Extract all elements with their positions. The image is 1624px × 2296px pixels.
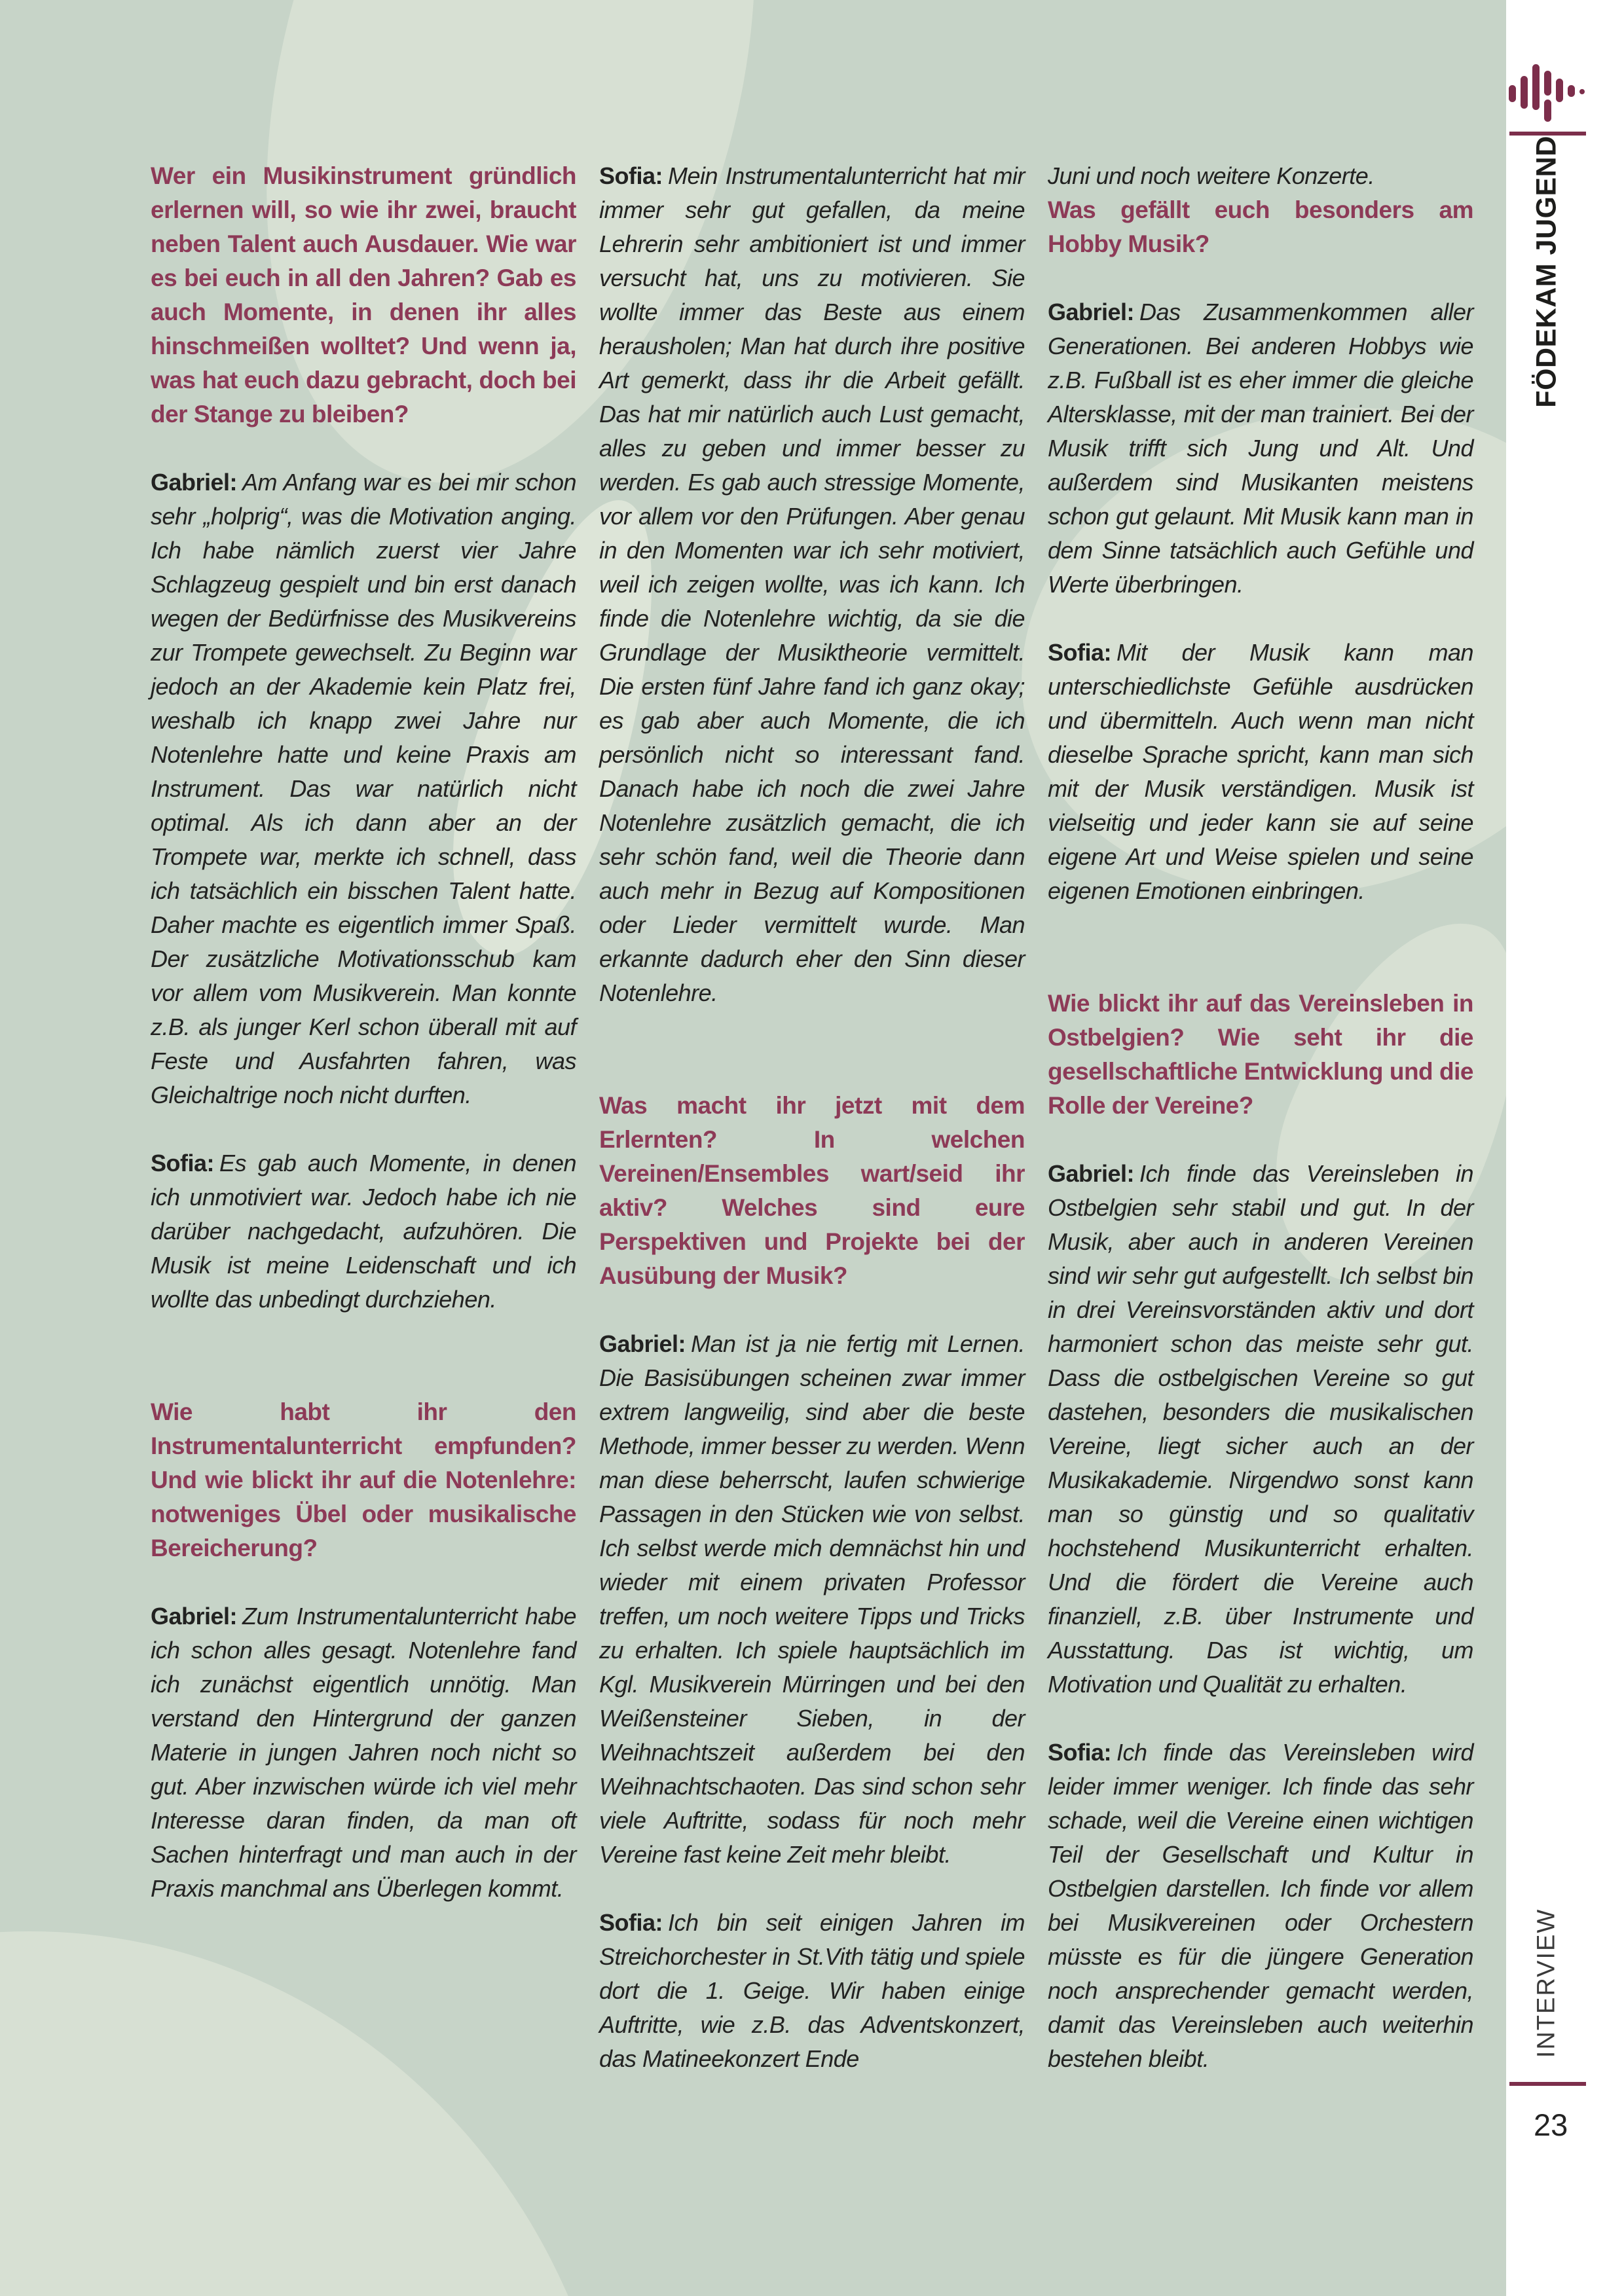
answer-text: Ich finde das Vereinsleben in Ostbelgien sehr stabil und gut. In der Musik, aber auch in anderen Vereinen sind wir sehr gut aufgestellt. Ich selbst bin in drei Vereinsvorständen aktiv und dort harmoniert schon das meiste sehr gut. Dass die ostbelgischen Vereine so gut dastehen, besonders die musikalischen Vereine, liegt sicher auch an der Musikakademie. Nirgendwo sonst kann man so günstig und so qualitativ hochstehend Musikunterricht erhalten. Und die fördert die Vereine auch finanziell, z.B. über Instrumente und Ausstattung. Das ist wichtig, um Motivation und Qualität zu erhalten. [1048, 1160, 1473, 1698]
interview-body [151, 159, 1473, 2110]
sidebar-divider [1509, 132, 1586, 136]
speaker-name: Gabriel: [1048, 1160, 1135, 1187]
answer-text: Mit der Musik kann man unterschiedlichste Gefühle ausdrücken und übermitteln. Auch wenn man nicht dieselbe Sprache spricht, kann man sich mit der Musik verständigen. Musik ist vielseitig und jeder kann sie auf seine eigene Art und Weise spielen und seine eigenen Emotionen einbringen. [1048, 639, 1473, 904]
column-3 [1048, 159, 1473, 2110]
page-number: 23 [1534, 2107, 1568, 2142]
answer-paragraph [599, 159, 1025, 1010]
question-paragraph: Was macht ihr jetzt mit dem Erlernten? In welchen Vereinen/Ensembles wart/seid ihr aktiv? Welches sind eure Perspektiven und Projekte bei der Ausübung der Musik? [599, 1092, 1025, 1289]
speaker-name: Sofia: [1048, 1739, 1112, 1766]
speaker-name: Gabriel: [151, 469, 238, 496]
answer-paragraph [1048, 1736, 1473, 2076]
sidebar [1506, 0, 1624, 2296]
answer-text: Ich bin seit einigen Jahren im Streichorchester in St.Vith tätig und spiele dort die 1. Geige. Wir haben einige Auftritte, wie z.B. das Adventskonzert, das Matineekonzert Ende [599, 1909, 1025, 2072]
speaker-name: Gabriel: [1048, 299, 1135, 325]
speaker-name: Sofia: [599, 162, 663, 189]
question-paragraph: Wie habt ihr den Instrumentalunterricht empfunden? Und wie blickt ihr auf die Notenlehre: notweniges Übel oder musikalische Bereicherung? [151, 1398, 576, 1561]
answer-paragraph [151, 1146, 576, 1317]
answer-paragraph [151, 465, 576, 1112]
answer-paragraph [1048, 636, 1473, 908]
answer-paragraph [1048, 295, 1473, 602]
speaker-name: Sofia: [151, 1150, 215, 1176]
question-paragraph: Wie blickt ihr auf das Vereinsleben in Ostbelgien? Wie seht ihr die gesellschaftliche Entwicklung und die Rolle der Vereine? [1048, 990, 1473, 1119]
answer-text: Juni und noch weitere Konzerte. [1048, 162, 1375, 189]
section-label: FÖDEKAM JUGEND [1530, 136, 1562, 408]
answer-text: Man ist ja nie fertig mit Lernen. Die Basisübungen scheinen zwar immer extrem langweilig, sind aber die beste Methode, immer besser zu werden. Wenn man diese beherrscht, laufen schwierige Passagen in den Stücken wie von selbst. Ich selbst werde mich demnächst hin und wieder mit einem privaten Professor treffen, um noch weitere Tipps und Tricks zu erhalten. Ich spiele hauptsächlich im Kgl. Musikverein Mürringen und bei den Weißensteiner Sieben, in der Weihnachtszeit außerdem bei den Weihnachtschaoten. Das sind schon sehr viele Auftritte, sodass für noch mehr Vereine fast keine Zeit mehr bleibt. [599, 1330, 1025, 1868]
column-1 [151, 159, 576, 2110]
answer-text: Am Anfang war es bei mir schon sehr „holprig“, was die Motivation anging. Ich habe nämlich zuerst vier Jahre Schlagzeug gespielt und bin erst danach wegen der Bedürfnisse des Musikvereins zur Trompete gewechselt. Zu Beginn war jedoch an der Akademie kein Platz frei, weshalb ich knapp zwei Jahre nur Notenlehre hatte und keine Praxis am Instrument. Das war natürlich nicht optimal. Als ich dann aber an der Trompete war, merkte ich schnell, dass ich tatsächlich ein bisschen Talent hatte. Daher machte es eigentlich immer Spaß. Der zusätzliche Motivationsschub kam vor allem vom Musikverein. Man konnte z.B. als junger Kerl schon überall mit auf Feste und Ausfahrten fahren, was Gleichaltrige noch nicht durften. [151, 469, 576, 1108]
answer-paragraph [151, 1599, 576, 1906]
speaker-name: Gabriel: [599, 1330, 686, 1357]
continuation-paragraph [1048, 159, 1473, 193]
speaker-name: Sofia: [1048, 639, 1112, 666]
speaker-name: Gabriel: [151, 1603, 238, 1630]
question-paragraph: Was gefällt euch besonders am Hobby Musik? [1048, 196, 1473, 257]
answer-text: Das Zusammenkommen aller Generationen. Bei anderen Hobbys wie z.B. Fußball ist es eher immer die gleiche Altersklasse, mit der man trainiert. Bei der Musik trifft sich Jung und Alt. Und außerdem sind Musikanten meistens schon gut gelaunt. Mit Musik kann man in dem Sinne tatsächlich auch Gefühle und Werte überbringen. [1048, 299, 1473, 598]
answer-text: Ich finde das Vereinsleben wird leider immer weniger. Ich finde das sehr schade, weil die Vereine einen wichtigen Teil der Gesellschaft und Kultur in Ostbelgien darstellen. Ich finde vor allem bei Musikvereinen oder Orchestern müsste es für die jüngere Generation noch ansprechender gemacht werden, damit das Vereinsleben auch weiterhin bestehen bleibt. [1048, 1739, 1473, 2072]
column-2 [599, 159, 1025, 2110]
rubric-label: INTERVIEW [1532, 1908, 1560, 2058]
answer-text: Es gab auch Momente, in denen ich unmotiviert war. Jedoch habe ich nie darüber nachgedacht, aufzuhören. Die Musik ist meine Leidenschaft und ich wollte das unbedingt durchziehen. [151, 1150, 576, 1313]
question-paragraph: Wer ein Musikinstrument gründlich erlernen will, so wie ihr zwei, braucht neben Talent auch Ausdauer. Wie war es bei euch in all den Jahren? Gab es auch Momente, in denen ihr alles hinschmeißen wolltet? Und wenn ja, was hat euch dazu gebracht, doch bei der Stange zu bleiben? [151, 162, 576, 428]
answer-text: Zum Instrumentalunterricht habe ich schon alles gesagt. Notenlehre fand ich zunächst eigentlich unnötig. Man verstand den Hintergrund der ganzen Materie in jungen Jahren noch nicht so gut. Aber inzwischen würde ich viel mehr Interesse daran finden, da man oft Sachen hinterfragt und man auch in der Praxis manchmal ans Überlegen kommt. [151, 1603, 576, 1902]
soundwave-logo-icon [1506, 59, 1587, 127]
answer-paragraph [599, 1906, 1025, 2076]
speaker-name: Sofia: [599, 1909, 663, 1936]
sidebar-divider [1509, 2082, 1586, 2086]
answer-text: Mein Instrumentalunterricht hat mir immer sehr gut gefallen, da meine Lehrerin sehr ambitioniert ist und immer versucht hat, uns zu motivieren. Sie wollte immer das Beste aus einem herausholen; Man hat durch ihre positive Art gemerkt, dass ihr die Arbeit gefällt. Das hat mir natürlich auch Lust gemacht, alles zu geben und immer besser zu werden. Es gab auch stressige Momente, vor allem vor den Prüfungen. Aber genau in den Momenten war ich sehr motiviert, weil ich zeigen wollte, was ich kann. Ich finde die Notenlehre wichtig, da sie die Grundlage der Musiktheorie vermittelt. Die ersten fünf Jahre fand ich ganz okay; es gab aber auch Momente, die ich persönlich nicht so interessant fand. Danach habe ich noch die zwei Jahre Notenlehre zusätzlich gemacht, die ich sehr schön fand, weil die Theorie dann auch mehr in Bezug auf Kompositionen oder Lieder vermittelt wurde. Man erkannte dadurch eher den Sinn dieser Notenlehre. [599, 162, 1025, 1006]
answer-paragraph [1048, 1157, 1473, 1702]
answer-paragraph [599, 1327, 1025, 1872]
